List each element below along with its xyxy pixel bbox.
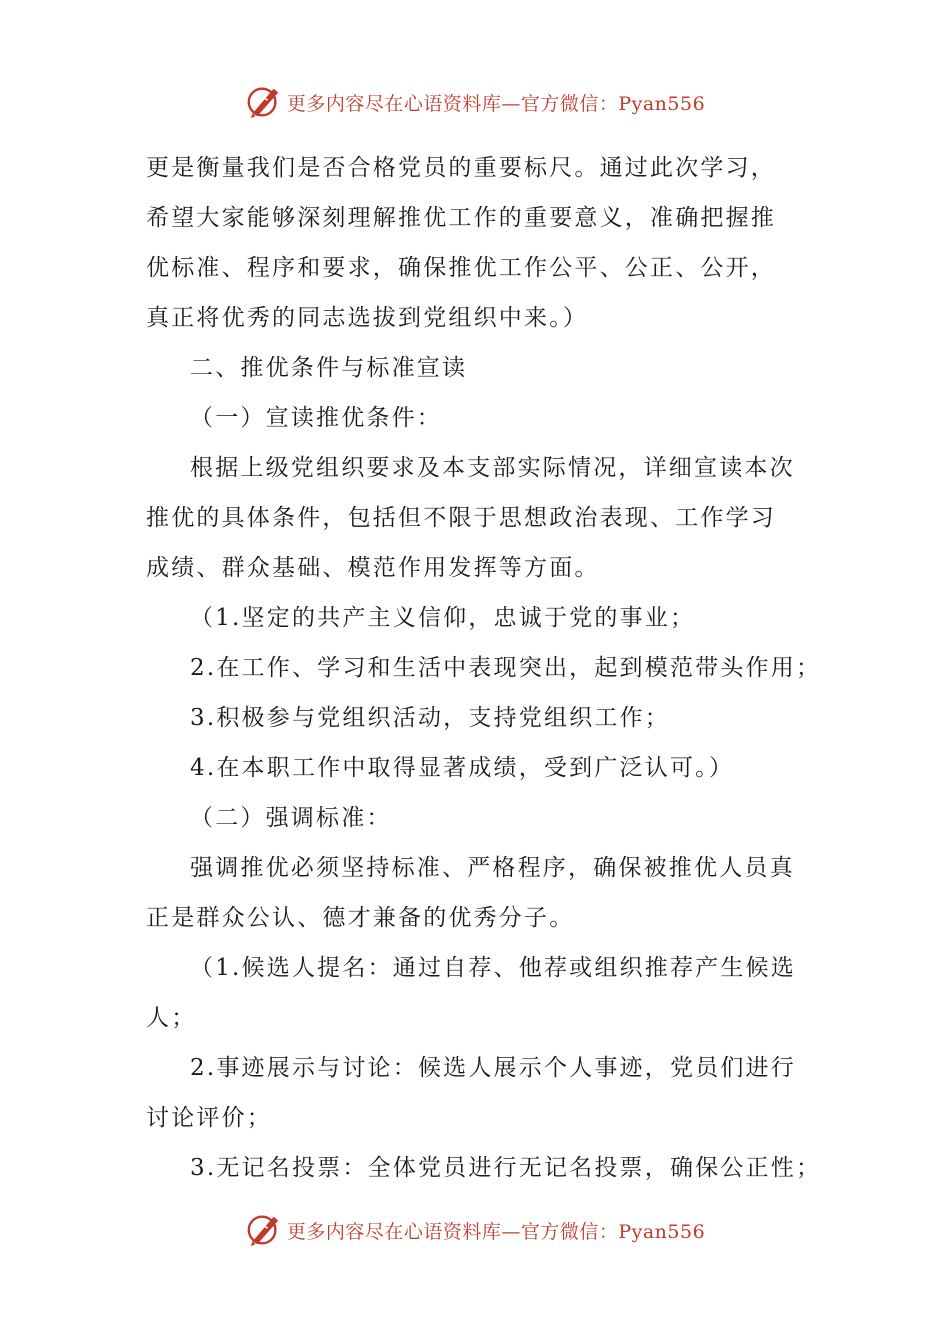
list-item: 3.积极参与党组织活动，支持党组织工作；	[190, 705, 670, 731]
paragraph-line: 真正将优秀的同志选拔到党组织中来。）	[146, 305, 589, 331]
paragraph-line: 正是群众公认、德才兼备的优秀分子。	[146, 905, 575, 931]
list-item-continuation: 讨论评价；	[146, 1105, 272, 1131]
list-item-continuation: 人；	[146, 1005, 197, 1031]
list-item: 2.事迹展示与讨论：候选人展示个人事迹，党员们进行	[190, 1055, 796, 1081]
paragraph-line: 优标准、程序和要求，确保推优工作公平、公正、公开，	[146, 255, 776, 281]
header-banner	[0, 80, 950, 124]
paragraph-line: 更是衡量我们是否合格党员的重要标尺。通过此次学习，	[146, 155, 776, 181]
list-item: 3.无记名投票：全体党员进行无记名投票，确保公正性；	[190, 1155, 822, 1181]
list-item: 4.在本职工作中取得显著成绩，受到广泛认可。）	[190, 755, 735, 781]
footer-banner-text: 更多内容尽在心语资料库—官方微信：Pyan556	[286, 1220, 706, 1243]
pen-logo-icon	[245, 1211, 283, 1249]
paragraph-line: 强调推优必须坚持标准、严格程序，确保被推优人员真	[190, 855, 795, 881]
section-heading: 二、推优条件与标准宣读	[190, 355, 468, 381]
header-banner-text: 更多内容尽在心语资料库—官方微信：Pyan556	[286, 92, 706, 115]
pen-logo-icon	[245, 83, 283, 121]
document-body	[146, 143, 822, 1193]
paragraph-line: 成绩、群众基础、模范作用发挥等方面。	[146, 555, 600, 581]
paragraph-line: 根据上级党组织要求及本支部实际情况，详细宣读本次	[190, 455, 795, 481]
paragraph-line: 希望大家能够深刻理解推优工作的重要意义，准确把握推	[146, 205, 776, 231]
list-item: 2.在工作、学习和生活中表现突出，起到模范带头作用；	[190, 655, 822, 681]
subsection-heading: （一）宣读推优条件：	[190, 405, 442, 431]
subsection-heading: （二）强调标准：	[190, 805, 392, 831]
paragraph-line: 推优的具体条件，包括但不限于思想政治表现、工作学习	[146, 505, 776, 531]
list-item: （1.候选人提名：通过自荐、他荐或组织推荐产生候选	[190, 955, 796, 981]
list-item: （1.坚定的共产主义信仰，忠诚于党的事业；	[190, 605, 696, 631]
footer-banner	[0, 1208, 950, 1252]
